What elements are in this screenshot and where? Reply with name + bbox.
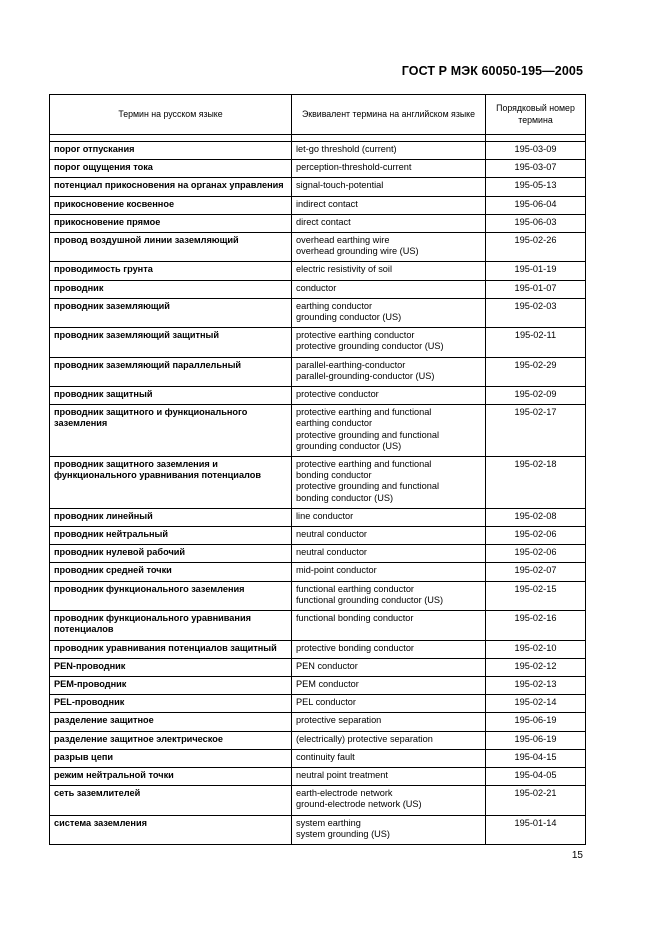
english-equivalent-cell — [292, 640, 486, 658]
term-number-cell: 195-01-14 — [486, 815, 586, 844]
english-equivalent-cell — [292, 545, 486, 563]
term-number-cell: 195-01-07 — [486, 280, 586, 298]
table-row — [50, 767, 586, 785]
english-term-line: grounding conductor (US) — [296, 440, 402, 451]
table-row — [50, 457, 586, 509]
term-number-cell: 195-02-06 — [486, 527, 586, 545]
term-number-cell: 195-02-10 — [486, 640, 586, 658]
english-term-line: protective grounding and functional — [296, 429, 440, 440]
table-row — [50, 640, 586, 658]
column-header-russian-term: Термин на русском языке — [50, 95, 292, 135]
table-row — [50, 563, 586, 581]
english-term-line: ground-electrode network (US) — [296, 799, 422, 810]
table-row — [50, 786, 586, 815]
english-term-line: parallel-grounding-conductor (US) — [296, 370, 435, 381]
table-row — [50, 581, 586, 610]
english-term-line: functional bonding conductor — [296, 613, 414, 624]
table-row — [50, 178, 586, 196]
english-equivalent-cell — [292, 328, 486, 357]
table-row — [50, 262, 586, 280]
english-equivalent-cell — [292, 233, 486, 262]
english-term-line: (electrically) protective separation — [296, 733, 433, 744]
english-term-line: continuity fault — [296, 751, 355, 762]
table-spacer-row — [50, 135, 586, 142]
english-term-line: protective separation — [296, 715, 382, 726]
english-equivalent-cell — [292, 815, 486, 844]
english-equivalent-cell — [292, 527, 486, 545]
table-row — [50, 233, 586, 262]
english-term-line: mid-point conductor — [296, 565, 377, 576]
term-number-cell: 195-06-19 — [486, 713, 586, 731]
english-equivalent-cell — [292, 262, 486, 280]
english-term-line: system earthing — [296, 817, 361, 828]
english-term-line: parallel-earthing-conductor — [296, 359, 406, 370]
english-equivalent-cell — [292, 695, 486, 713]
russian-term-cell: сеть заземлителей — [50, 786, 292, 815]
english-equivalent-cell — [292, 786, 486, 815]
russian-term-cell: прикосновение косвенное — [50, 196, 292, 214]
table-row — [50, 142, 586, 160]
table-row — [50, 387, 586, 405]
term-number-cell: 195-02-17 — [486, 405, 586, 457]
russian-term-cell: разделение защитное — [50, 713, 292, 731]
russian-term-cell: разрыв цепи — [50, 749, 292, 767]
english-term-line: overhead grounding wire (US) — [296, 246, 419, 257]
english-term-line: bonding conductor (US) — [296, 492, 394, 503]
russian-term-cell: проводник заземляющий параллельный — [50, 357, 292, 386]
term-number-cell: 195-02-26 — [486, 233, 586, 262]
table-row — [50, 214, 586, 232]
english-equivalent-cell — [292, 658, 486, 676]
term-number-cell: 195-02-15 — [486, 581, 586, 610]
english-term-line: protective earthing and functional — [296, 407, 432, 418]
table-row — [50, 611, 586, 640]
russian-term-cell: проводник функционального уравнивания потенциалов — [50, 611, 292, 640]
russian-term-cell: проводник — [50, 280, 292, 298]
english-term-line: protective earthing conductor — [296, 330, 415, 341]
term-number-cell: 195-06-04 — [486, 196, 586, 214]
english-term-line: electric resistivity of soil — [296, 264, 392, 275]
table-row — [50, 676, 586, 694]
russian-term-cell: проводник средней точки — [50, 563, 292, 581]
english-equivalent-cell — [292, 508, 486, 526]
english-term-line: system grounding (US) — [296, 828, 390, 839]
english-equivalent-cell — [292, 178, 486, 196]
term-number-cell: 195-02-16 — [486, 611, 586, 640]
table-header-row — [50, 95, 586, 135]
term-number-cell: 195-02-11 — [486, 328, 586, 357]
english-equivalent-cell — [292, 357, 486, 386]
english-term-line: signal-touch-potential — [296, 180, 384, 191]
term-number-cell: 195-02-03 — [486, 298, 586, 327]
russian-term-cell: PEM-проводник — [50, 676, 292, 694]
english-term-line: neutral conductor — [296, 547, 367, 558]
english-term-line: protective grounding and functional — [296, 481, 440, 492]
term-number-cell: 195-04-15 — [486, 749, 586, 767]
russian-term-cell: система заземления — [50, 815, 292, 844]
english-term-line: protective conductor — [296, 389, 379, 400]
table-row — [50, 160, 586, 178]
russian-term-cell: провод воздушной линии заземляющий — [50, 233, 292, 262]
english-equivalent-cell — [292, 405, 486, 457]
term-number-cell: 195-02-12 — [486, 658, 586, 676]
term-number-cell: 195-06-19 — [486, 731, 586, 749]
russian-term-cell: проводник функционального заземления — [50, 581, 292, 610]
russian-term-cell: режим нейтральной точки — [50, 767, 292, 785]
term-number-cell: 195-02-06 — [486, 545, 586, 563]
table-row — [50, 328, 586, 357]
english-term-line: let-go threshold (current) — [296, 144, 397, 154]
english-equivalent-cell — [292, 160, 486, 178]
table-row — [50, 658, 586, 676]
english-term-line: functional earthing conductor — [296, 583, 414, 594]
russian-term-cell: проводник заземляющий — [50, 298, 292, 327]
table-row — [50, 280, 586, 298]
term-number-cell: 195-05-13 — [486, 178, 586, 196]
terms-table-body — [50, 135, 586, 845]
column-header-english-equivalent: Эквивалент термина на английском языке — [292, 95, 486, 135]
english-term-line: PEL conductor — [296, 697, 356, 708]
english-term-line: direct contact — [296, 216, 351, 227]
russian-term-cell: проводник линейный — [50, 508, 292, 526]
english-term-line: functional grounding conductor (US) — [296, 594, 444, 605]
term-number-cell: 195-02-21 — [486, 786, 586, 815]
russian-term-cell: PEN-проводник — [50, 658, 292, 676]
russian-term-cell: порог отпускания — [50, 142, 292, 160]
english-term-line: bonding conductor — [296, 470, 372, 481]
english-term-line: earthing conductor — [296, 418, 373, 429]
russian-term-cell: потенциал прикосновения на органах управления — [50, 178, 292, 196]
table-row — [50, 815, 586, 844]
english-equivalent-cell — [292, 676, 486, 694]
document-code-header: ГОСТ Р МЭК 60050-195—2005 — [401, 64, 583, 78]
english-term-line: neutral conductor — [296, 529, 367, 540]
english-equivalent-cell — [292, 767, 486, 785]
russian-term-cell: PEL-проводник — [50, 695, 292, 713]
english-term-line: indirect contact — [296, 198, 358, 209]
english-equivalent-cell — [292, 214, 486, 232]
table-row — [50, 196, 586, 214]
russian-term-cell: проводник нулевой рабочий — [50, 545, 292, 563]
russian-term-cell: проводник защитного заземления и функционального уравнивания потенциалов — [50, 457, 292, 509]
english-term-line: perception-threshold-current — [296, 162, 412, 173]
english-equivalent-cell — [292, 387, 486, 405]
english-equivalent-cell — [292, 749, 486, 767]
english-term-line: conductor — [296, 282, 337, 293]
table-row — [50, 298, 586, 327]
english-term-line: line conductor — [296, 510, 354, 521]
term-number-cell: 195-02-09 — [486, 387, 586, 405]
term-number-cell: 195-02-29 — [486, 357, 586, 386]
english-equivalent-cell — [292, 581, 486, 610]
term-number-cell: 195-02-07 — [486, 563, 586, 581]
english-term-line: grounding conductor (US) — [296, 312, 402, 323]
english-term-line: overhead earthing wire — [296, 235, 390, 246]
term-number-cell: 195-04-05 — [486, 767, 586, 785]
english-equivalent-cell — [292, 611, 486, 640]
term-number-cell: 195-01-19 — [486, 262, 586, 280]
english-term-line: neutral point treatment — [296, 769, 388, 780]
english-equivalent-cell — [292, 196, 486, 214]
table-row — [50, 731, 586, 749]
english-term-line: protective earthing and functional — [296, 459, 432, 470]
russian-term-cell: прикосновение прямое — [50, 214, 292, 232]
table-row — [50, 357, 586, 386]
table-row — [50, 749, 586, 767]
russian-term-cell: проводник уравнивания потенциалов защитный — [50, 640, 292, 658]
english-term-line: PEM conductor — [296, 678, 359, 689]
term-number-cell: 195-03-07 — [486, 160, 586, 178]
english-term-line: PEN conductor — [296, 660, 358, 671]
english-equivalent-cell — [292, 563, 486, 581]
english-term-line: protective grounding conductor (US) — [296, 341, 444, 352]
english-equivalent-cell — [292, 142, 486, 160]
term-number-cell: 195-02-13 — [486, 676, 586, 694]
table-row — [50, 545, 586, 563]
page-number: 15 — [571, 850, 583, 861]
russian-term-cell: разделение защитное электрическое — [50, 731, 292, 749]
term-number-cell: 195-02-14 — [486, 695, 586, 713]
russian-term-cell: порог ощущения тока — [50, 160, 292, 178]
russian-term-cell: проводник нейтральный — [50, 527, 292, 545]
english-term-line: earthing conductor — [296, 300, 373, 311]
russian-term-cell: проводник защитный — [50, 387, 292, 405]
table-row — [50, 508, 586, 526]
english-equivalent-cell — [292, 457, 486, 509]
english-equivalent-cell — [292, 713, 486, 731]
english-equivalent-cell — [292, 280, 486, 298]
russian-term-cell: проводимость грунта — [50, 262, 292, 280]
term-number-cell: 195-03-09 — [486, 142, 586, 160]
russian-term-cell: проводник заземляющий защитный — [50, 328, 292, 357]
english-term-line: earth-electrode network — [296, 788, 393, 799]
english-equivalent-cell — [292, 298, 486, 327]
english-term-line: protective bonding conductor — [296, 642, 414, 653]
table-row — [50, 713, 586, 731]
term-number-cell: 195-02-18 — [486, 457, 586, 509]
english-equivalent-cell — [292, 731, 486, 749]
column-header-term-number: Порядковый номер термина — [486, 95, 586, 135]
table-row — [50, 527, 586, 545]
term-number-cell: 195-06-03 — [486, 214, 586, 232]
table-row — [50, 695, 586, 713]
russian-term-cell: проводник защитного и функционального заземления — [50, 405, 292, 457]
terms-table — [49, 94, 586, 845]
term-number-cell: 195-02-08 — [486, 508, 586, 526]
table-row — [50, 405, 586, 457]
